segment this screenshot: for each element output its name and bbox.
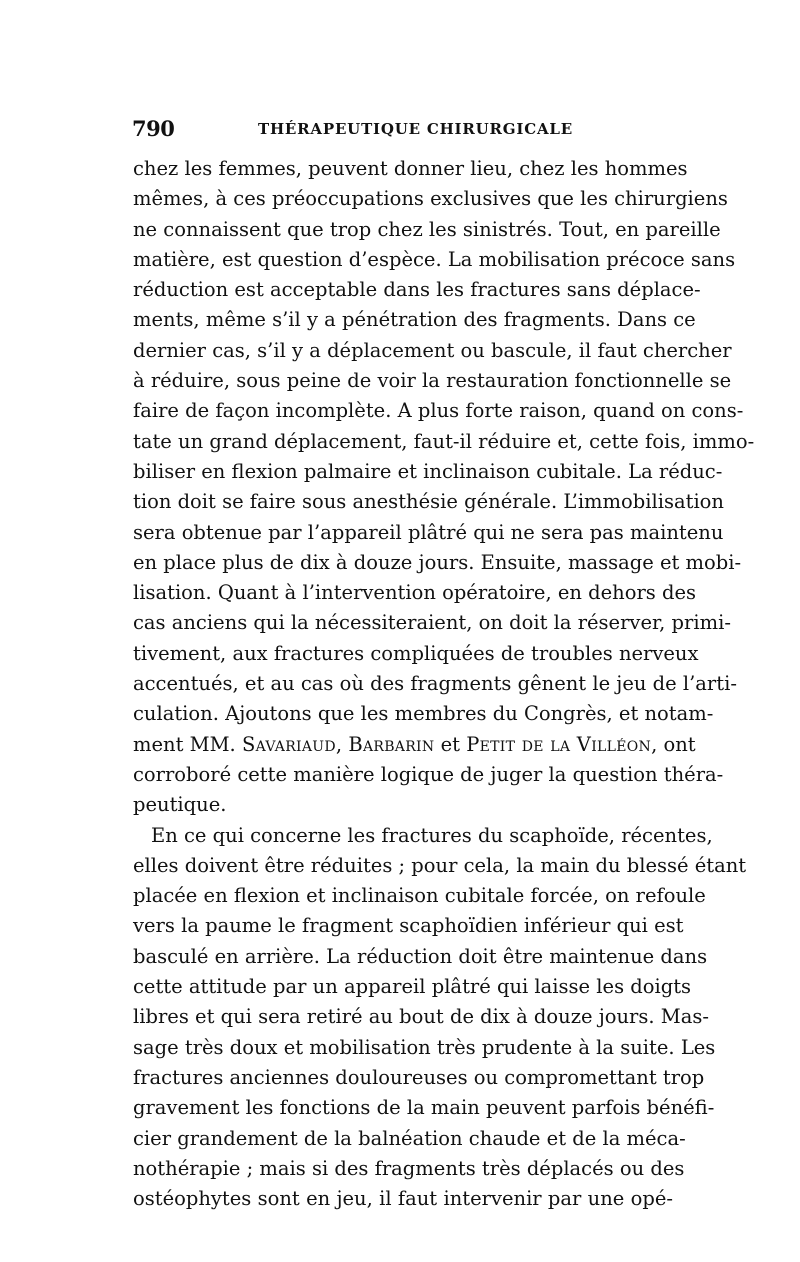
running-title: THÉRAPEUTIQUE CHIRURGICALE — [258, 120, 573, 138]
text-line: faire de façon incomplète. A plus forte raison, quand on cons- — [133, 399, 744, 423]
text-line: placée en flexion et inclinaison cubitale forcée, on refoule — [133, 884, 706, 908]
text-line: tion doit se faire sous anesthésie générale. L’immobilisation — [133, 490, 724, 514]
paragraph-2 — [133, 821, 747, 1215]
text-line: fractures anciennes douloureuses ou compromettant trop — [133, 1065, 705, 1089]
text-fragment: ment MM. — [133, 732, 242, 756]
text-line: mêmes, à ces préoccupations exclusives que les chirurgiens — [133, 187, 728, 211]
text-line: culation. Ajoutons que les membres du Congrès, et notam- — [133, 702, 714, 726]
text-line: nothérapie ; mais si des fragments très déplacés ou des — [133, 1156, 685, 1180]
text-fragment: , — [335, 732, 349, 756]
text-line: cas anciens qui la nécessiteraient, on doit la réserver, primi- — [133, 611, 731, 635]
text-line: réduction est acceptable dans les fractures sans déplace- — [133, 278, 701, 302]
text-line: tivement, aux fractures compliquées de troubles nerveux — [133, 641, 699, 665]
text-line: libres et qui sera retiré au bout de dix à douze jours. Mas- — [133, 1005, 709, 1029]
text-line: En ce qui concerne les fractures du scaphoïde, récentes, — [151, 823, 713, 847]
text-line: tate un grand déplacement, faut-il réduire et, cette fois, immo- — [133, 429, 755, 453]
text-line: sera obtenue par l’appareil plâtré qui ne sera pas maintenu — [133, 520, 724, 544]
author-name: Savariaud — [241, 732, 336, 756]
text-line: cier grandement de la balnéation chaude et de la méca- — [133, 1126, 686, 1150]
text-line: matière, est question d’espèce. La mobilisation précoce sans — [133, 247, 736, 271]
text-line: sage très doux et mobilisation très prudente à la suite. Les — [133, 1035, 716, 1059]
author-name: Barbarin — [348, 732, 435, 756]
body-text — [133, 154, 755, 1214]
text-line: vers la paume le fragment scaphoïdien inférieur qui est — [133, 914, 684, 938]
text-line: peutique. — [133, 793, 227, 817]
text-line: cette attitude par un appareil plâtré qui laisse les doigts — [133, 975, 692, 999]
text-line: lisation. Quant à l’intervention opératoire, en dehors des — [133, 581, 697, 605]
text-line: en place plus de dix à douze jours. Ensuite, massage et mobi- — [133, 550, 742, 574]
text-fragment: et — [434, 732, 467, 756]
text-fragment: , ont — [651, 732, 696, 756]
text-line: biliser en flexion palmaire et inclinaison cubitale. La réduc- — [133, 459, 723, 483]
text-line-with-names — [133, 730, 696, 760]
text-line: dernier cas, s’il y a déplacement ou bascule, il faut chercher — [133, 338, 732, 362]
author-name: Petit de la Villéon — [466, 732, 652, 756]
running-head — [132, 116, 680, 144]
text-line: ostéophytes sont en jeu, il faut intervenir par une opé- — [133, 1187, 673, 1211]
text-line: corroboré cette manière logique de juger la question théra- — [133, 762, 724, 786]
text-line: elles doivent être réduites ; pour cela, la main du blessé étant — [133, 853, 747, 877]
text-line: accentués, et au cas où des fragments gênent le jeu de l’arti- — [133, 672, 737, 696]
text-line: basculé en arrière. La réduction doit être maintenue dans — [133, 944, 708, 968]
text-line: à réduire, sous peine de voir la restauration fonctionnelle se — [133, 369, 732, 393]
text-line: ments, même s’il y a pénétration des fragments. Dans ce — [133, 308, 696, 332]
text-line: chez les femmes, peuvent donner lieu, chez les hommes — [133, 157, 688, 180]
page-number: 790 — [132, 116, 175, 141]
text-line: gravement les fonctions de la main peuvent parfois bénéfi- — [133, 1096, 715, 1120]
paragraph-1 — [133, 154, 755, 821]
text-line: ne connaissent que trop chez les sinistrés. Tout, en pareille — [133, 217, 721, 241]
